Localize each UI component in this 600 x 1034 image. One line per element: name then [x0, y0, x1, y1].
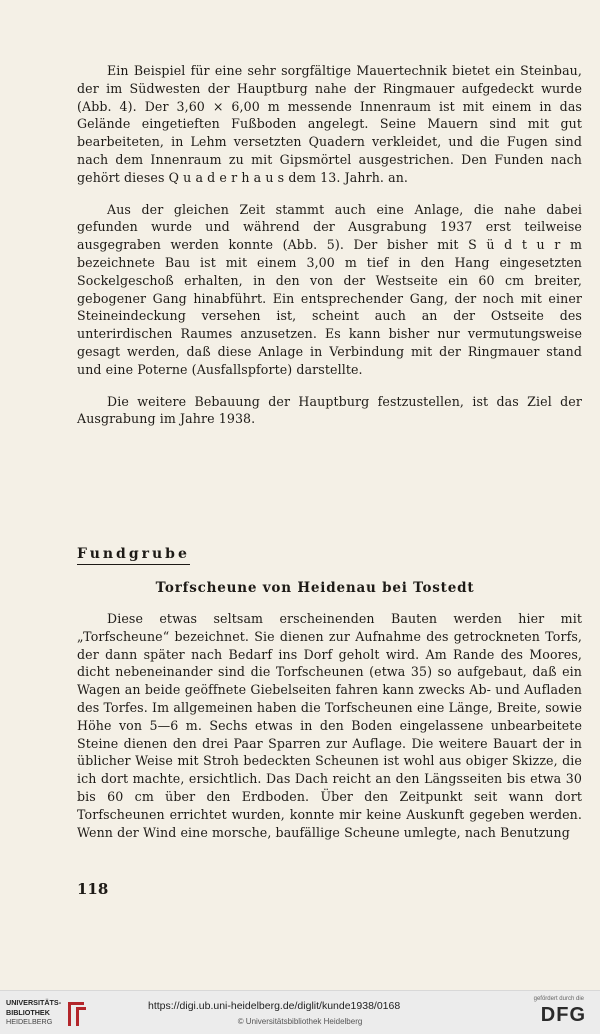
- paragraph-2: Aus der gleichen Zeit stammt auch eine Anlage, die nahe dabei gefunden wurde und während der Ausgrabung 1937 erst teilweise ausgegraben werden konnte (Abb. 5). Der bisher mit S ü d t u r m bezeichnete Bau ist mit einem 3,00 m tief in den Hang eingesetzten Sockelgeschoß erhalten, in den von der Westseite ein 60 cm breiter, gebogener Gang hinabführt. Ein entsprechender Gang, der noch mit einer Steineindeckung versehen ist, scheint auch an der Ostseite des unterirdischen Raumes anzusetzen. Es kann bisher nur vermutungsweise gesagt werden, daß diese Anlage in Verbindung mit der Ringmauer stand und eine Poterne (Ausfallspforte) darstellte.: [77, 201, 582, 377]
- paragraph-1: Ein Beispiel für eine sehr sorgfältige Mauertechnik bietet ein Steinbau, der im Südwesten der Hauptburg nahe der Ringmauer aufgedeckt wurde (Abb. 4). Der 3,60 × 6,00 m messende Innenraum ist mit einem in das Gelände eingetieften Fußboden angelegt. Seine Mauern sind mit gut bearbeiteten, in Lehm versetzten Quadern verkleidet, und die Fugen sind nach dem Innenraum zu mit Gipsmörtel ausgestrichen. Den Funden nach gehört dieses Q u a d e r h a u s dem 13. Jahrh. an.: [77, 63, 582, 185]
- body-text-top: [77, 62, 582, 428]
- article-title: Torfscheune von Heidenau bei Tostedt: [155, 580, 475, 596]
- dfg-logo[interactable]: [516, 994, 586, 1032]
- page-number: 118: [77, 880, 109, 898]
- library-line-1: UNIVERSITÄTS-: [6, 998, 62, 1007]
- library-line-3: HEIDELBERG: [6, 1017, 53, 1026]
- section-title: Fundgrube: [77, 546, 190, 565]
- paragraph-3: Die weitere Bebauung der Hauptburg festzustellen, ist das Ziel der Ausgrabung im Jahre 1938.: [77, 393, 582, 427]
- article-paragraph: Diese etwas seltsam erscheinenden Bauten werden hier mit „Torfscheune“ bezeichnet. Sie dienen zur Aufnahme des getrockneten Torfs, der dann später nach Bedarf ins Dorf geholt wird. Am Rande des Moores, dicht nebeneinander sind die Torfscheunen (etwa 35) so aufgebaut, daß ein Wagen an beide geöffnete Giebelseiten fahren kann zwecks Ab- und Aufladen des Torfes. Im allgemeinen haben die Torfscheunen eine Länge, Breite, sowie Höhe von 5—6 m. Sechs etwas in den Boden eingelassene unbearbeitete Steine dienen den drei Paar Sparren zur Auflage. Die weitere Bauart der in üblicher Weise mit Stroh bedeckten Scheunen ist wohl aus obiger Skizze, die ich dort machte, ersichtlich. Das Dach reicht an den Längsseiten bis etwa 30 bis 60 cm über den Erdboden. Über den Zeitpunkt seit wann dort Torfscheunen errichtet wurden, konnte mir keine Auskunft gegeben werden. Wenn der Wind eine morsche, baufällige Scheune umlegte, nach Benutzung: [77, 611, 582, 840]
- document-url-link[interactable]: https://digi.ub.uni-heidelberg.de/diglit/kunde1938/0168: [148, 1000, 401, 1012]
- sponsor-label: gefördert durch die: [533, 996, 584, 1002]
- viewer-footer: [0, 990, 600, 1034]
- copyright-notice: © Universitätsbibliothek Heidelberg: [237, 1017, 363, 1026]
- body-text-article: [77, 610, 582, 841]
- library-line-2: BIBLIOTHEK: [6, 1007, 50, 1017]
- dfg-logo-text: DFG: [540, 1004, 586, 1026]
